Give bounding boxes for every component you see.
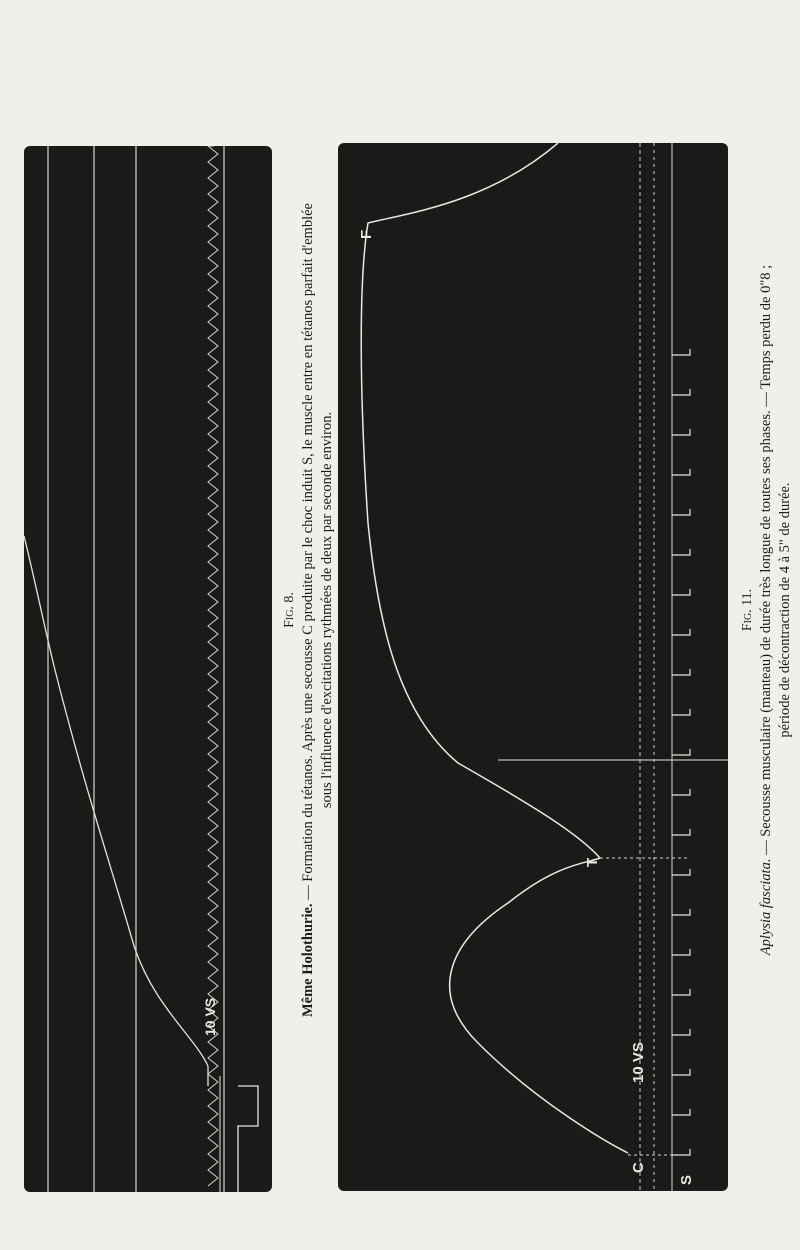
signal-tick — [672, 429, 690, 435]
signal-tick — [672, 349, 690, 355]
figure-8-caption-line1: — Formation du tétanos. Après une secousse C produite par le choc induit S, le muscle entre en tétanos parfait d'emblée — [300, 203, 316, 904]
figure-8-caption — [280, 160, 337, 1060]
signal-tick — [672, 949, 690, 955]
signal-tick — [672, 909, 690, 915]
signal-tick — [672, 1149, 690, 1155]
figure-11-number: Fig. 11. — [740, 588, 755, 632]
signal-tick — [672, 869, 690, 875]
signal-tick — [672, 989, 690, 995]
signal-tick — [672, 1069, 690, 1075]
figure-11-label-c: C — [630, 1162, 647, 1173]
figure-8-caption-lead: Même Holothurie. — [300, 903, 316, 1018]
signal-tick — [672, 749, 690, 755]
signal-tick — [672, 1109, 690, 1115]
figure-11-caption-line1: — Secousse musculaire (manteau) de durée très longue de toutes ses phases. — Temps perdu de 0"8 ; — [758, 264, 774, 859]
signal-tick — [672, 509, 690, 515]
figure-8-plate — [24, 146, 272, 1192]
signal-tick — [672, 549, 690, 555]
signal-tick — [672, 789, 690, 795]
signal-tick — [672, 709, 690, 715]
figure-11-trace — [338, 143, 728, 1191]
signal-tick — [672, 629, 690, 635]
figure-11-label-t: T — [584, 857, 601, 867]
figure-11-caption-species: Aplysia fasciata. — [758, 858, 774, 956]
figure-8-number: Fig. 8. — [282, 592, 297, 628]
signal-tick — [672, 469, 690, 475]
signal-tick — [672, 829, 690, 835]
figure-11-label-f: F — [358, 229, 375, 239]
figure-11-time-label: 10 VS — [630, 1042, 647, 1083]
figure-8-trace — [24, 146, 272, 1192]
figure-11-caption-line2: période de décontraction de 4 à 5" de durée. — [777, 482, 793, 738]
signal-tick — [672, 669, 690, 675]
signal-tick — [672, 389, 690, 395]
signal-tick — [672, 1029, 690, 1035]
figure-11-caption — [738, 160, 795, 1060]
figure-8-caption-line2: sous l'influence d'excitations rythmées de deux par seconde environ. — [319, 411, 335, 809]
figure-8-time-label: 10 VS — [202, 997, 218, 1036]
figure-11-label-s: S — [678, 1174, 695, 1185]
signal-tick — [672, 589, 690, 595]
figure-11-plate — [338, 143, 728, 1191]
